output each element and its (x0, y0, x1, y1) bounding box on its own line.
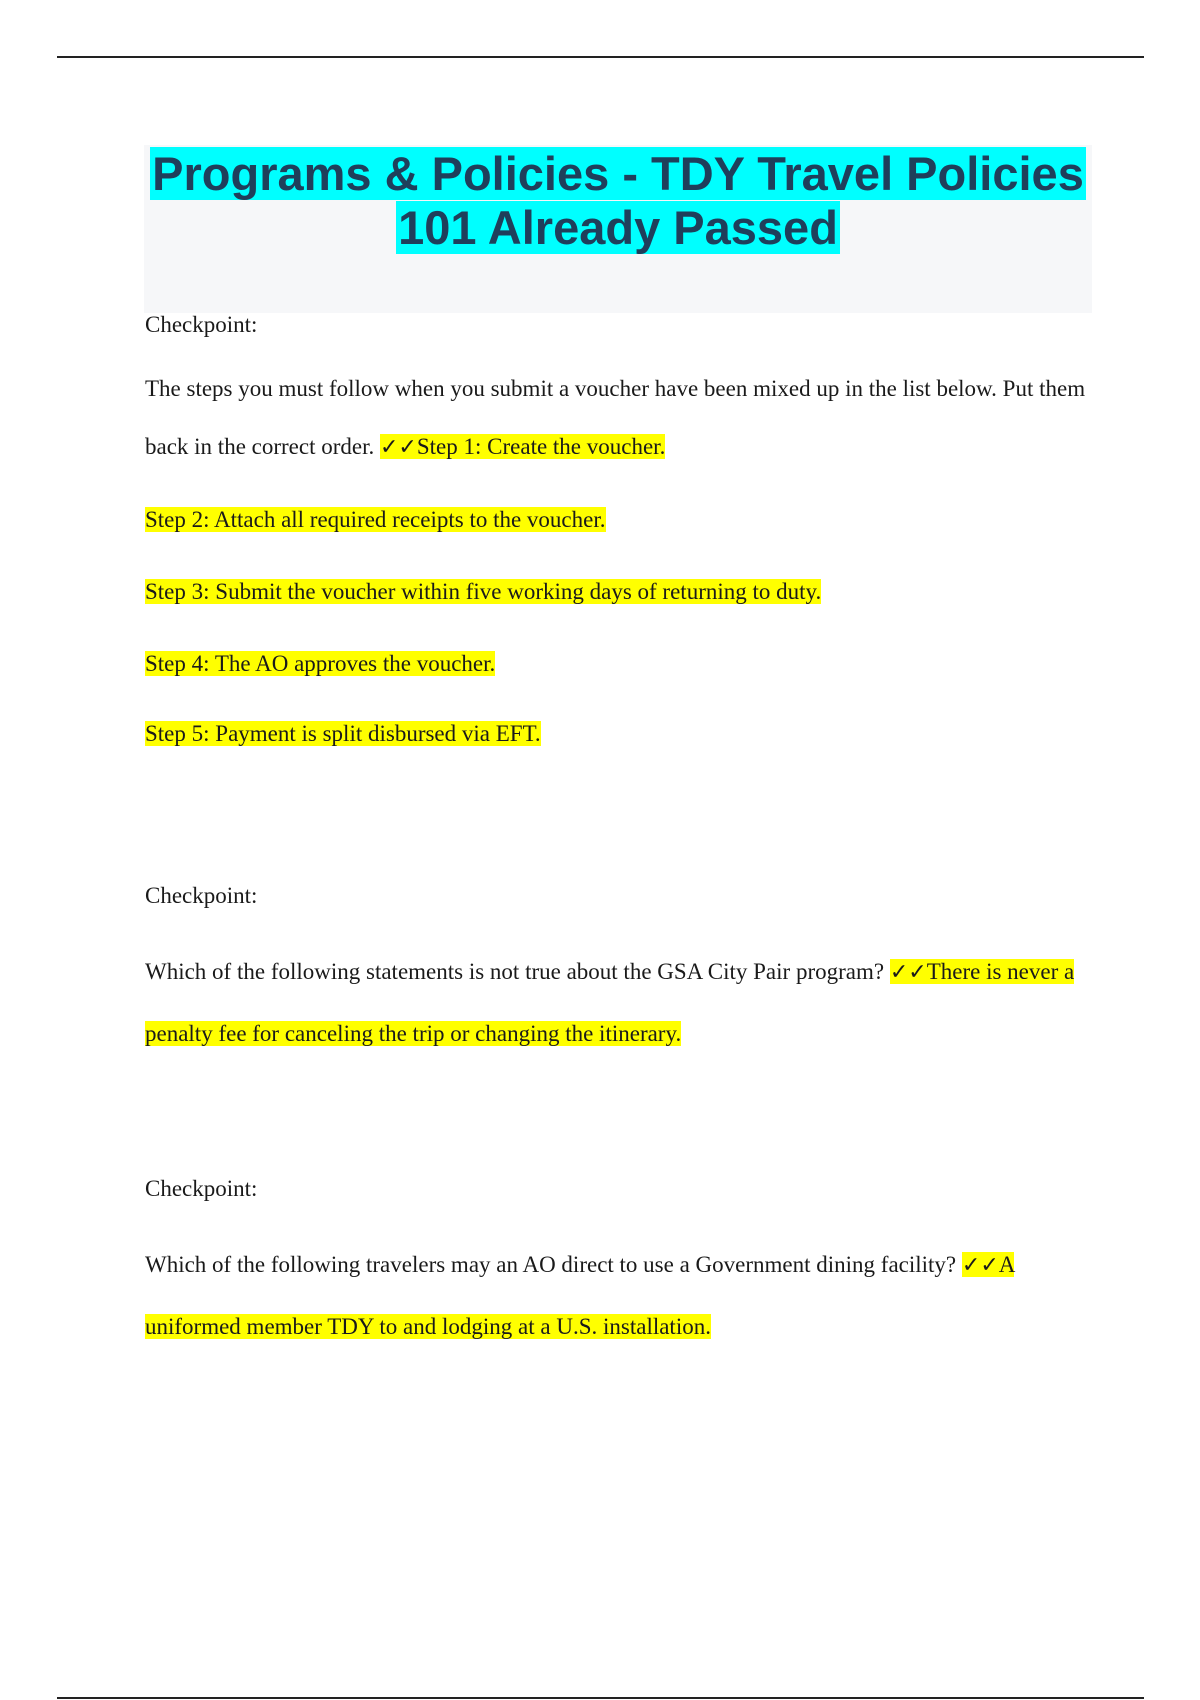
question-text (145, 941, 1090, 1064)
document-body (145, 300, 1090, 1357)
document-title (144, 147, 1092, 255)
answer-1-step-4: Step 4: The AO approves the voucher. (145, 651, 496, 676)
checkpoint-section-3 (145, 1164, 1090, 1357)
question-text (145, 360, 1090, 477)
answer-1-line-4 (145, 635, 1090, 693)
top-rule (57, 56, 1144, 58)
checkpoint-label: Checkpoint: (145, 1176, 258, 1201)
checkpoint-label: Checkpoint: (145, 883, 258, 908)
answer-3-text: A uniformed member TDY to and lodging at a U.S. installation. (145, 1252, 1015, 1339)
answer-1-line-2 (145, 491, 1090, 549)
question-3: Which of the following travelers may an AO direct to use a Government dining facility? (145, 1252, 957, 1277)
checkpoint-section-2 (145, 871, 1090, 1064)
bottom-rule (57, 1697, 1144, 1699)
answer-1-step-5: Step 5: Payment is split disbursed via EFT. (145, 721, 541, 746)
title-highlight: Programs & Policies - TDY Travel Policies 101 Already Passed (152, 147, 1084, 254)
answer-1-step-2: Step 2: Attach all required receipts to the voucher. (145, 507, 606, 532)
answer-2-text: There is never a penalty fee for canceling the trip or changing the itinerary. (145, 959, 1075, 1046)
answer-1-line-3 (145, 563, 1090, 621)
check-mark-icon: ✓✓ (961, 1253, 999, 1278)
answer-1-line-1 (380, 434, 665, 459)
answer-1-line-5 (145, 705, 1090, 763)
answer-1-step-3: Step 3: Submit the voucher within five working days of returning to duty. (145, 579, 822, 604)
answer-1-step-1: Step 1: Create the voucher. (416, 434, 666, 459)
checkpoint-label: Checkpoint: (145, 312, 258, 337)
check-mark-icon: ✓✓ (889, 960, 927, 985)
question-1: The steps you must follow when you submit a voucher have been mixed up in the list below. Put them back in the correct order. (145, 376, 1086, 459)
check-mark-icon: ✓✓ (380, 435, 417, 460)
question-2: Which of the following statements is not true about the GSA City Pair program? (145, 959, 885, 984)
question-text (145, 1234, 1090, 1357)
checkpoint-section-1 (145, 300, 1090, 763)
